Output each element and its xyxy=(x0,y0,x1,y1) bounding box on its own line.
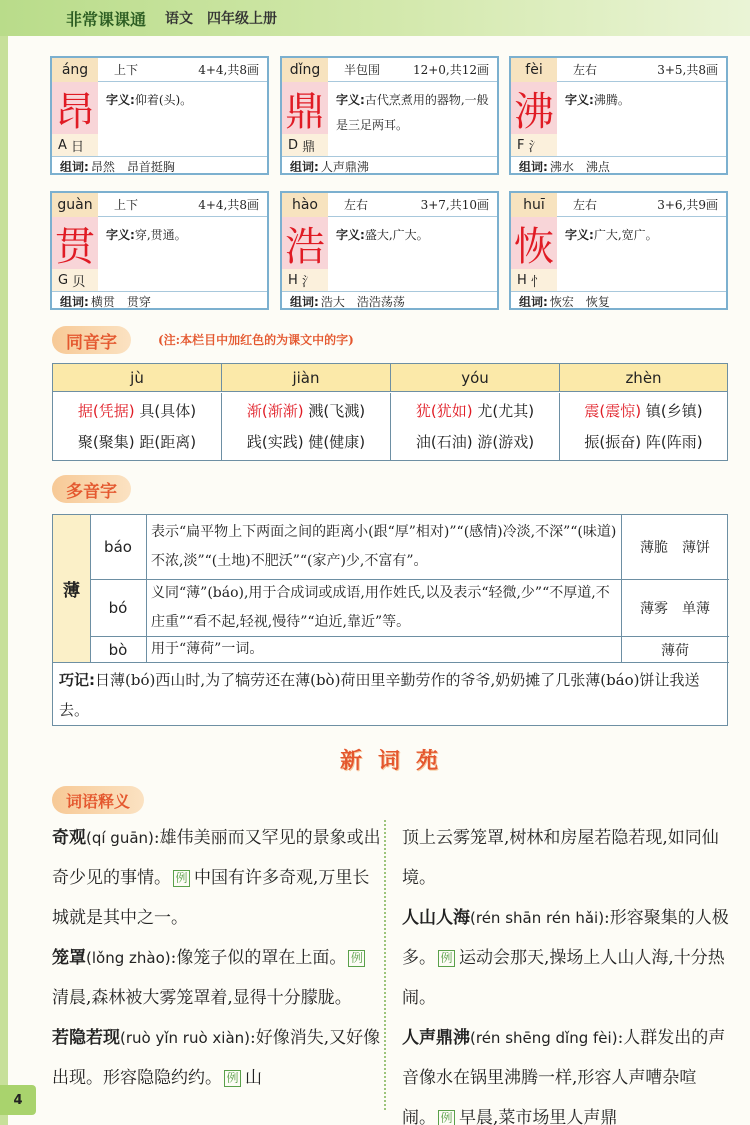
banner-char: 苑 xyxy=(416,748,441,774)
card-meaning xyxy=(336,88,498,138)
card-radical xyxy=(52,269,98,291)
entry-term: 人山人海 xyxy=(402,908,470,928)
card-structure: 半包围 xyxy=(344,63,381,77)
radical-letter: F xyxy=(517,137,525,153)
entry-example: 山 xyxy=(245,1068,262,1088)
radical-glyph: 忄 xyxy=(530,274,544,290)
memory-tip-label: 巧记: xyxy=(59,671,95,689)
homophone-pinyin: jù xyxy=(53,364,222,392)
entry-definition: :像笼子似的罩在上面。 xyxy=(170,948,347,968)
radical-glyph: 鼎 xyxy=(302,139,316,155)
meaning-label: 字义: xyxy=(565,93,594,107)
card-structure: 左右 xyxy=(573,198,598,212)
entry-pinyin: (rén shēng dǐng fèi) xyxy=(470,1029,618,1047)
reading-examples: 薄雾 单薄 xyxy=(640,601,710,617)
card-words xyxy=(282,291,497,310)
entry-pinyin: (lǒng zhào) xyxy=(86,949,171,967)
word-entry xyxy=(402,898,730,1018)
card-words xyxy=(52,291,267,310)
reading-definition: 义同“薄”(báo),用于合成词或成语,用作姓氏,以及表示“轻微,少”“不厚道,不庄重”“看不起,轻视,慢待”“迫近,靠近”等。 xyxy=(151,585,610,630)
homophone-pinyin: yóu xyxy=(391,364,560,392)
card-meaning xyxy=(565,223,727,248)
memory-tip xyxy=(59,665,719,725)
entry-example: 清晨,森林被大雾笼罩着,显得十分朦胧。 xyxy=(52,988,352,1008)
example-icon: 例 xyxy=(173,870,190,887)
homophones-note: (注:本栏目中加红色的为课文中的字) xyxy=(158,333,354,347)
homophone-pinyin: zhèn xyxy=(560,364,727,392)
polyphone-char: 薄 xyxy=(53,515,90,662)
card-structure: 左右 xyxy=(344,198,369,212)
homophones-table xyxy=(52,363,728,461)
definitions-left-column xyxy=(52,818,382,1098)
card-character: 沸 xyxy=(511,82,557,134)
character-card xyxy=(509,191,728,310)
memory-tip-text: 日薄(bó)西山时,为了犒劳还在薄(bò)荷田里辛勤劳作的爷爷,奶奶摊了几张薄(báo)饼让我送去。 xyxy=(59,671,700,719)
meaning-label: 字义: xyxy=(336,228,365,242)
words-label: 组词: xyxy=(519,159,548,174)
meaning-label: 字义: xyxy=(106,93,135,107)
polyphone-table xyxy=(52,514,728,726)
radical-letter: A xyxy=(58,137,67,153)
words-label: 组词: xyxy=(290,294,319,309)
card-strokes: 4+4,共8画 xyxy=(198,198,259,212)
card-radical xyxy=(282,269,328,291)
radical-glyph: 氵 xyxy=(301,274,315,290)
radical-glyph: 贝 xyxy=(72,274,86,290)
continued-example: 顶上云雾笼罩,树林和房屋若隐若现,如同仙境。 xyxy=(402,828,719,888)
words-text: 横贯 贯穿 xyxy=(90,294,151,309)
card-pinyin: guàn xyxy=(52,193,98,217)
homophone-word: 油(石油) xyxy=(415,433,473,451)
meaning-label: 字义: xyxy=(106,228,135,242)
column-divider xyxy=(384,820,386,1110)
entry-pinyin: (ruò yǐn ruò xiàn) xyxy=(120,1029,251,1047)
card-meaning xyxy=(106,223,268,248)
card-pinyin: hào xyxy=(282,193,328,217)
card-radical xyxy=(511,134,557,156)
meaning-label: 字义: xyxy=(336,93,365,107)
homophone-word: 聚(聚集) xyxy=(77,433,135,451)
subject-label: 语文 xyxy=(165,11,193,27)
words-text: 沸水 沸点 xyxy=(549,159,610,174)
entry-term: 笼罩 xyxy=(52,948,86,968)
words-text: 恢宏 恢复 xyxy=(549,294,610,309)
meaning-text: 广大,宽广。 xyxy=(593,228,658,242)
meaning-text: 盛大,广大。 xyxy=(364,228,429,242)
entry-term: 若隐若现 xyxy=(52,1028,120,1048)
card-pinyin: huī xyxy=(511,193,557,217)
example-icon: 例 xyxy=(438,950,455,967)
radical-glyph: 氵 xyxy=(528,139,542,155)
radical-letter: D xyxy=(288,137,299,153)
reading-pinyin: báo xyxy=(104,538,132,556)
radical-letter: G xyxy=(58,272,69,288)
card-pinyin: áng xyxy=(52,58,98,82)
card-character: 贯 xyxy=(52,217,98,269)
card-words xyxy=(511,291,726,310)
card-character: 浩 xyxy=(282,217,328,269)
homophone-word: 具(具体) xyxy=(139,402,197,420)
card-strokes: 3+5,共8画 xyxy=(657,63,718,77)
meaning-text: 穿,贯通。 xyxy=(134,228,187,242)
words-label: 组词: xyxy=(290,159,319,174)
reading-definition: 表示“扁平物上下两面之间的距离小(跟“厚”相对)”“(感情)冷淡,不深”“(味道)不浓,淡”“(土地)不肥沃”“(家产)少,不富有”。 xyxy=(151,524,617,569)
homophone-column xyxy=(560,393,727,461)
series-title: 非常课课通 xyxy=(66,10,147,29)
example-icon: 例 xyxy=(348,950,365,967)
homophone-column xyxy=(53,393,222,461)
banner-char: 词 xyxy=(378,748,403,774)
character-card xyxy=(509,56,728,175)
homophone-word: 振(振奋) xyxy=(584,433,642,451)
entry-example: 中国有许多奇观,万里长城就是其中之一。 xyxy=(52,868,370,928)
homophone-word: 阵(阵雨) xyxy=(645,433,703,451)
words-label: 组词: xyxy=(60,294,89,309)
card-meaning xyxy=(336,223,498,248)
words-text: 浩大 浩浩荡荡 xyxy=(320,294,405,309)
card-strokes: 3+6,共9画 xyxy=(657,198,718,212)
homophone-word-in-text: 震(震惊) xyxy=(584,402,642,420)
reading-pinyin: bò xyxy=(108,640,128,659)
card-words xyxy=(52,156,267,175)
card-pinyin: dǐng xyxy=(282,58,328,82)
radical-letter: H xyxy=(288,272,298,288)
left-margin-stripe xyxy=(0,36,8,1125)
reading-definition: 用于“薄荷”一词。 xyxy=(151,641,264,657)
card-character: 恢 xyxy=(511,217,557,269)
card-structure: 上下 xyxy=(114,198,139,212)
entry-pinyin: (rén shān rén hǎi) xyxy=(470,909,605,927)
entry-term: 奇观 xyxy=(52,828,86,848)
character-card xyxy=(280,191,499,310)
card-strokes: 4+4,共8画 xyxy=(198,63,259,77)
reading-examples: 薄荷 xyxy=(661,642,689,659)
card-structure: 上下 xyxy=(114,63,139,77)
reading-pinyin: bó xyxy=(108,599,128,617)
entry-example: 运动会那天,操场上人山人海,十分热闹。 xyxy=(402,948,725,1008)
example-icon: 例 xyxy=(224,1070,241,1087)
card-radical xyxy=(511,269,557,291)
card-character: 鼎 xyxy=(282,82,328,134)
polyphone-tag: 多音字 xyxy=(52,475,131,503)
grade-label: 四年级上册 xyxy=(207,11,277,27)
card-strokes: 3+7,共10画 xyxy=(420,198,489,212)
meaning-text: 古代烹煮用的器物,一般是三足两耳。 xyxy=(336,93,489,132)
meaning-text: 沸腾。 xyxy=(593,93,630,107)
character-card xyxy=(50,191,269,310)
word-entry xyxy=(52,938,382,1018)
page-header xyxy=(0,0,750,36)
words-label: 组词: xyxy=(60,159,89,174)
homophone-word-in-text: 犹(犹如) xyxy=(415,402,473,420)
card-words xyxy=(282,156,497,175)
definitions-right-column xyxy=(402,818,730,1125)
card-character: 昂 xyxy=(52,82,98,134)
banner-char: 新 xyxy=(340,748,365,774)
meaning-label: 字义: xyxy=(565,228,594,242)
card-meaning xyxy=(106,88,268,113)
entry-definition: :人群发出的声音像水在锅里沸腾一样,形容人声嘈杂喧闹。 xyxy=(402,1028,726,1125)
entry-definition: :好像消失,又好像出现。形容隐隐约约。 xyxy=(52,1028,381,1088)
homophone-column xyxy=(222,393,391,461)
entry-example: 早晨,菜市场里人声鼎 xyxy=(459,1108,618,1125)
words-text: 昂然 昂首挺胸 xyxy=(90,159,175,174)
character-card xyxy=(280,56,499,175)
homophone-word-in-text: 渐(渐渐) xyxy=(246,402,304,420)
homophone-column xyxy=(391,393,560,461)
homophone-word: 距(距离) xyxy=(139,433,197,451)
card-strokes: 12+0,共12画 xyxy=(412,63,489,77)
word-entry xyxy=(402,1018,730,1125)
entry-definition: :形容聚集的人极多。 xyxy=(402,908,729,968)
new-words-banner xyxy=(340,744,440,775)
words-text: 人声鼎沸 xyxy=(320,159,369,174)
card-pinyin: fèi xyxy=(511,58,557,82)
homophones-tag: 同音字 xyxy=(52,326,131,354)
homophone-word: 尤(尤其) xyxy=(477,402,535,420)
entry-pinyin: (qí guān) xyxy=(86,829,154,847)
homophone-word: 溅(飞溅) xyxy=(308,402,366,420)
card-radical xyxy=(282,134,328,156)
word-entry xyxy=(52,818,382,938)
word-entry xyxy=(52,1018,382,1098)
meaning-text: 仰着(头)。 xyxy=(134,93,193,107)
word-definitions-tag: 词语释义 xyxy=(52,786,144,814)
entry-term: 人声鼎沸 xyxy=(402,1028,470,1048)
radical-letter: H xyxy=(517,272,527,288)
reading-examples: 薄脆 薄饼 xyxy=(640,540,710,556)
card-words xyxy=(511,156,726,175)
example-icon: 例 xyxy=(438,1110,455,1125)
card-structure: 左右 xyxy=(573,63,598,77)
homophone-word: 践(实践) xyxy=(246,433,304,451)
homophone-word: 镇(乡镇) xyxy=(645,402,703,420)
homophone-word: 健(健康) xyxy=(308,433,366,451)
homophone-word-in-text: 据(凭据) xyxy=(77,402,135,420)
entry-definition: :雄伟美丽而又罕见的景象或出奇少见的事情。 xyxy=(52,828,381,888)
card-radical xyxy=(52,134,98,156)
homophone-word: 游(游戏) xyxy=(477,433,535,451)
character-card xyxy=(50,56,269,175)
page-number: 4 xyxy=(0,1085,36,1115)
radical-glyph: 日 xyxy=(71,139,85,155)
words-label: 组词: xyxy=(519,294,548,309)
homophone-pinyin: jiàn xyxy=(222,364,391,392)
card-meaning xyxy=(565,88,727,113)
